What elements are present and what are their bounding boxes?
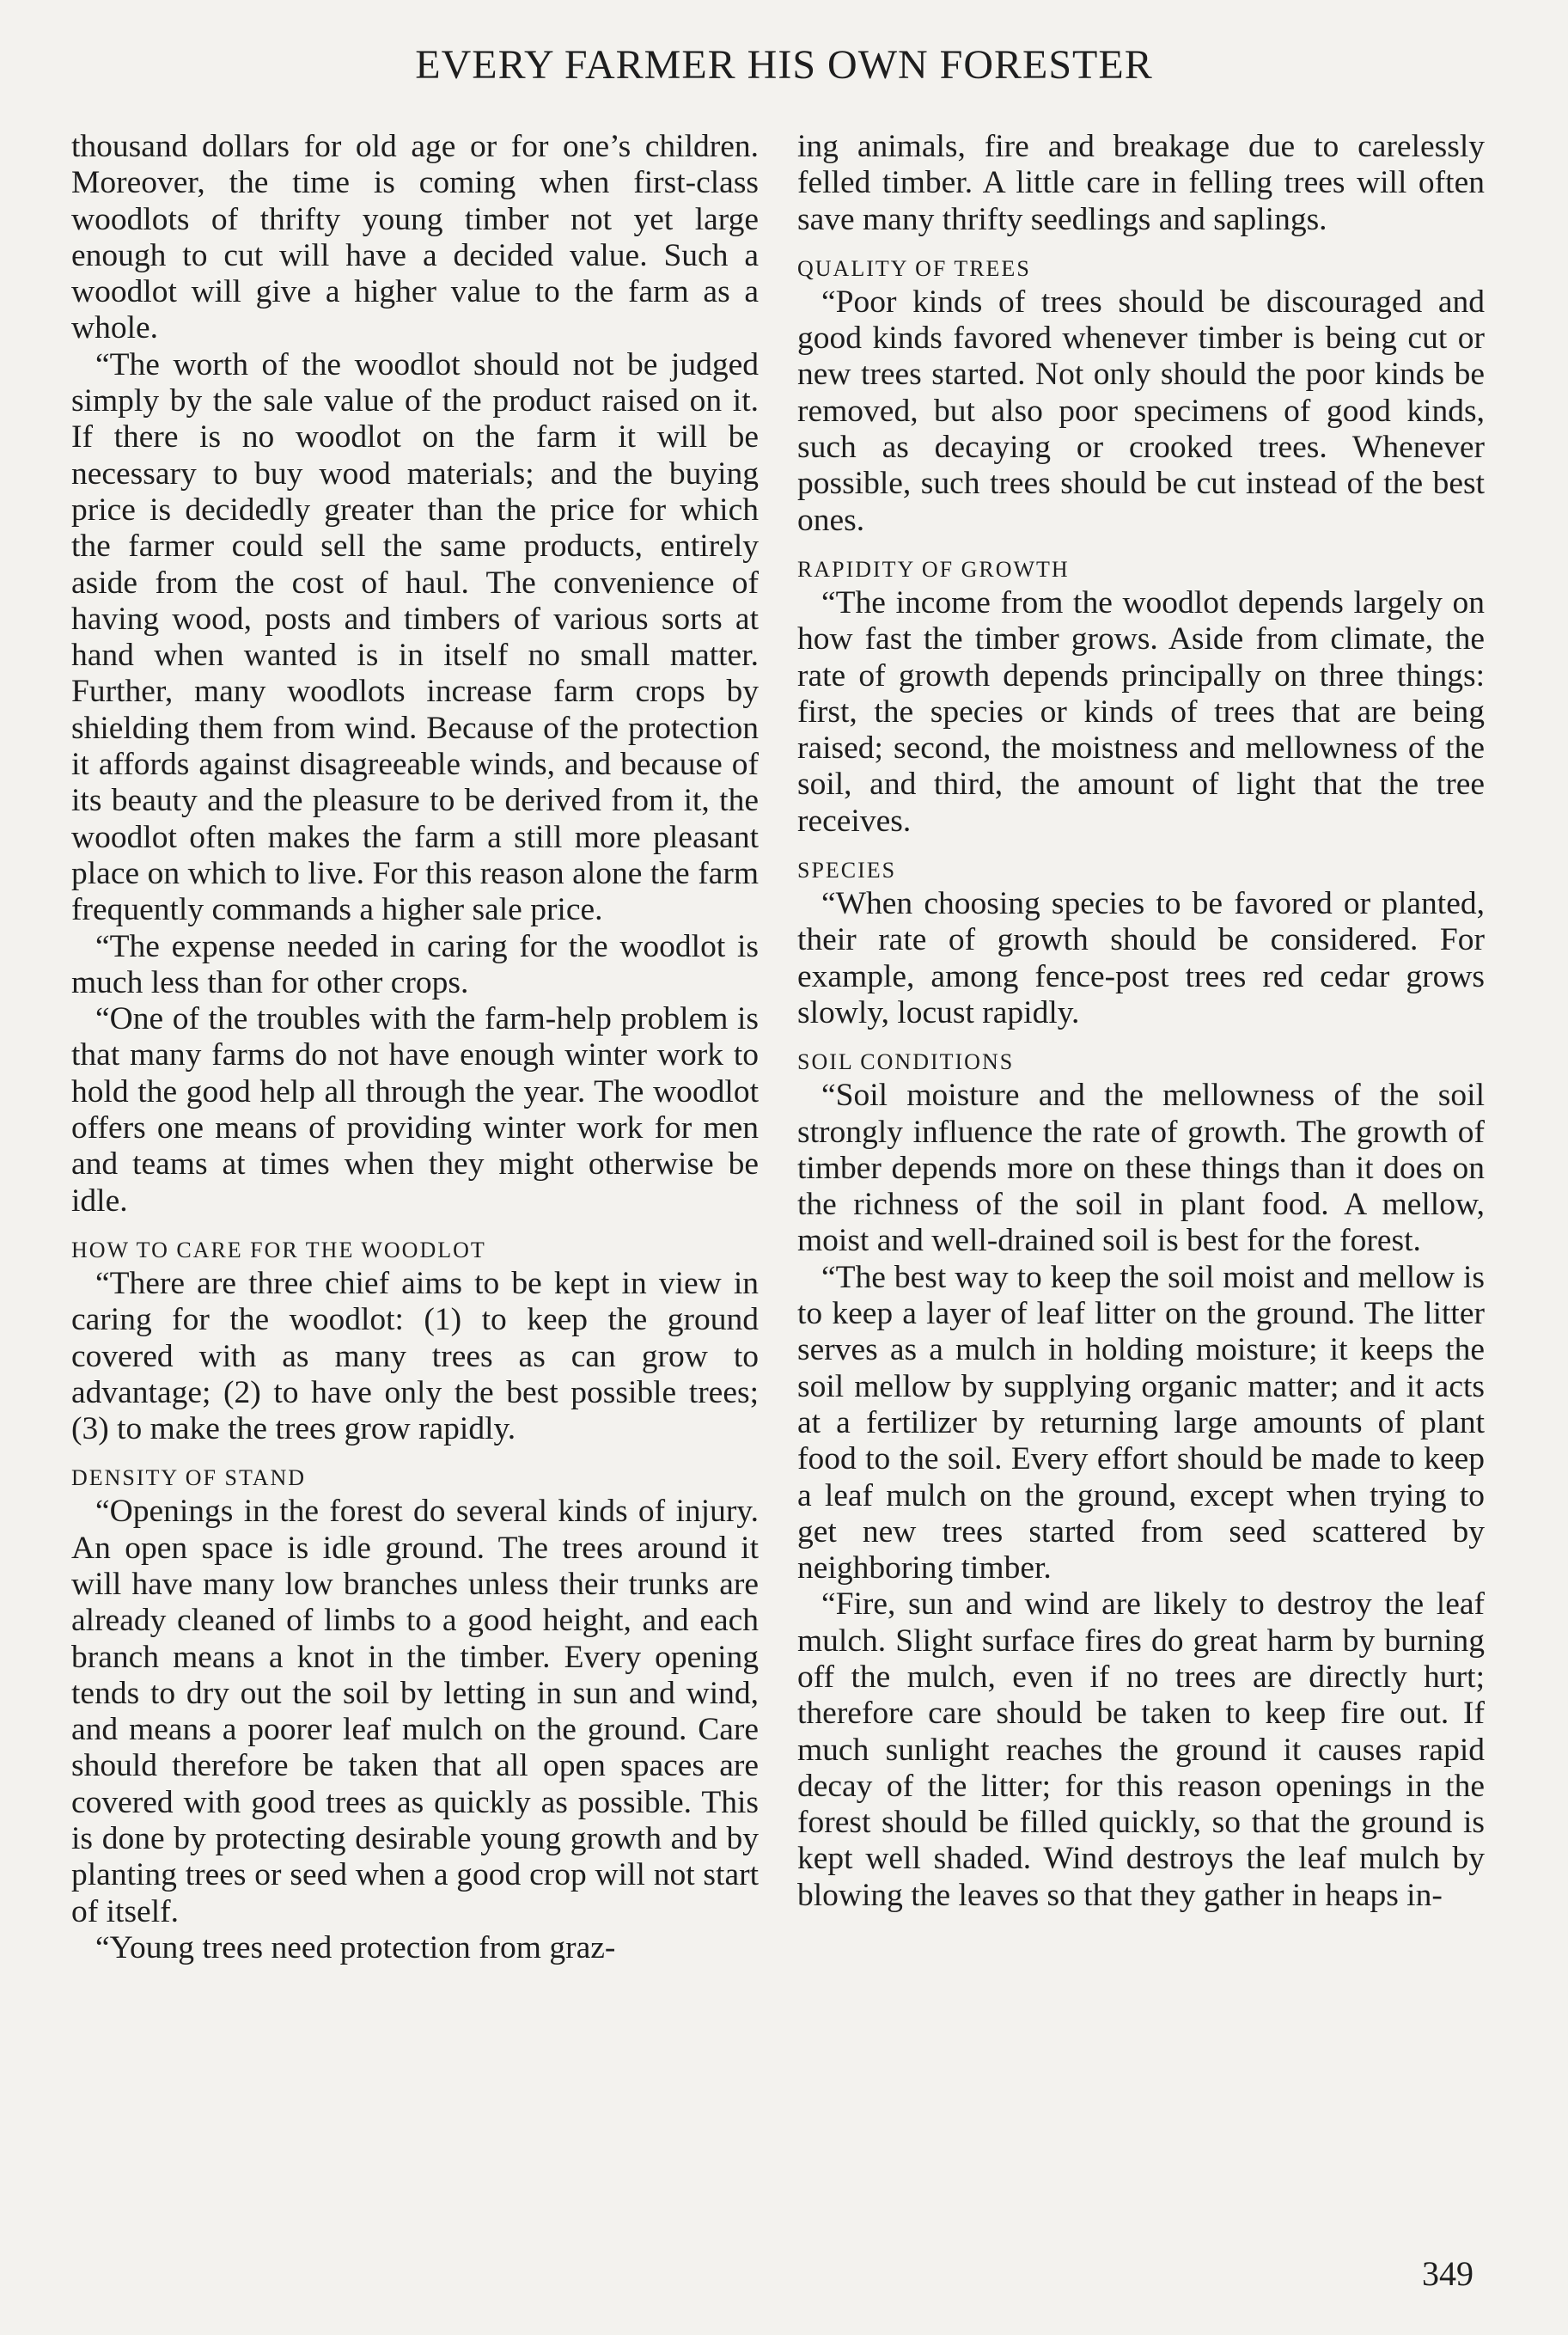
paragraph: “The best way to keep the soil moist and mellow is to keep a layer of leaf litter on the ground. The litter serves as a mulch in holding moisture; it keeps the soil mellow by supplying organic matter; and it acts at a fertilizer by returning large amounts of plant food to the soil. Every effort should be made to keep a leaf mulch on the ground, except when trying to get new trees started from seed scattered by neighboring timber.	[797, 1259, 1485, 1586]
paragraph: thousand dollars for old age or for one’s children. Moreover, the time is coming when first-class woodlots of thrifty young timber not yet large enough to cut will have a decided value. Such a woodlot will give a higher value to the farm as a whole.	[71, 129, 759, 346]
paragraph: “One of the troubles with the farm-help problem is that many farms do not have enough winter work to hold the good help all through the year. The woodlot offers one means of providing winter work for men and teams at times when they might otherwise be idle.	[71, 1001, 759, 1219]
paragraph: “The expense needed in caring for the woodlot is much less than for other crops.	[71, 928, 759, 1000]
paragraph: ing animals, fire and breakage due to carelessly felled timber. A little care in felling trees will often save many thrifty seedlings and saplings.	[797, 129, 1485, 237]
paragraph: “The income from the woodlot depends largely on how fast the timber grows. Aside from climate, the rate of growth depends principally on three things: first, the species or kinds of trees that are being raised; second, the moistness and mellowness of the soil, and third, the amount of light that the tree receives.	[797, 584, 1485, 839]
left-column	[71, 129, 759, 1966]
section-heading: SPECIES	[797, 858, 897, 883]
running-head: EVERY FARMER HIS OWN FORESTER	[415, 42, 1153, 88]
paragraph: “Poor kinds of trees should be discouraged and good kinds favored whenever timber is being cut or new trees started. Not only should the poor kinds be removed, but also poor specimens of good kinds, such as decaying or crooked trees. Whenever possible, such trees should be cut instead of the best ones.	[797, 284, 1485, 538]
section-heading: DENSITY OF STAND	[71, 1465, 307, 1491]
paragraph: “Fire, sun and wind are likely to destroy the leaf mulch. Slight surface fires do great harm by burning off the mulch, even if no trees are directly hurt; therefore care should be taken to keep fire out. If much sunlight reaches the ground it causes rapid decay of the litter; for this reason openings in the forest should be filled quickly, so that the ground is kept well shaded. Wind destroys the leaf mulch by blowing the leaves so that they gather in heaps in-	[797, 1586, 1485, 1913]
paragraph: “There are three chief aims to be kept in view in caring for the woodlot: (1) to keep the ground covered with as many trees as can grow to advantage; (2) to have only the best possible trees; (3) to make the trees grow rapidly.	[71, 1265, 759, 1447]
right-column	[797, 129, 1485, 1914]
section-heading: HOW TO CARE FOR THE WOODLOT	[71, 1237, 486, 1262]
section-heading: SOIL CONDITIONS	[797, 1049, 1015, 1075]
page-number: 349	[1422, 2254, 1473, 2293]
paragraph: “The worth of the woodlot should not be judged simply by the sale value of the product raised on it. If there is no woodlot on the farm it will be necessary to buy wood materials; and the buying price is decidedly greater than the price for which the farmer could sell the same products, entirely aside from the cost of haul. The convenience of having wood, posts and timbers of various sorts at hand when wanted is in itself no small matter. Further, many woodlots increase farm crops by shielding them from wind. Because of the protection it affords against disagreeable winds, and because of its beauty and the pleasure to be derived from it, the woodlot often makes the farm a still more pleasant place on which to live. For this reason alone the farm frequently commands a higher sale price.	[71, 346, 759, 928]
paragraph: “Soil moisture and the mellowness of the soil strongly influence the rate of growth. The growth of timber depends more on these things than it does on the richness of the soil in plant food. A mellow, moist and well-drained soil is best for the forest.	[797, 1078, 1485, 1259]
paragraph: “When choosing species to be favored or planted, their rate of growth should be considered. For example, among fence-post trees red cedar grows slowly, locust rapidly.	[797, 886, 1485, 1030]
paragraph: “Young trees need protection from graz-	[95, 1929, 616, 1965]
section-heading: RAPIDITY OF GROWTH	[797, 556, 1070, 582]
paragraph: “Openings in the forest do several kinds of injury. An open space is idle ground. The trees around it will have many low branches unless their trunks are already cleaned of limbs to a good height, and each branch means a knot in the timber. Every opening tends to dry out the soil by letting in sun and wind, and means a poorer leaf mulch on the ground. Care should therefore be taken that all open spaces are covered with good trees as quickly as possible. This is done by protecting desirable young growth and by planting trees or seed when a good crop will not start of itself.	[71, 1494, 759, 1929]
section-heading: QUALITY OF TREES	[797, 255, 1031, 281]
